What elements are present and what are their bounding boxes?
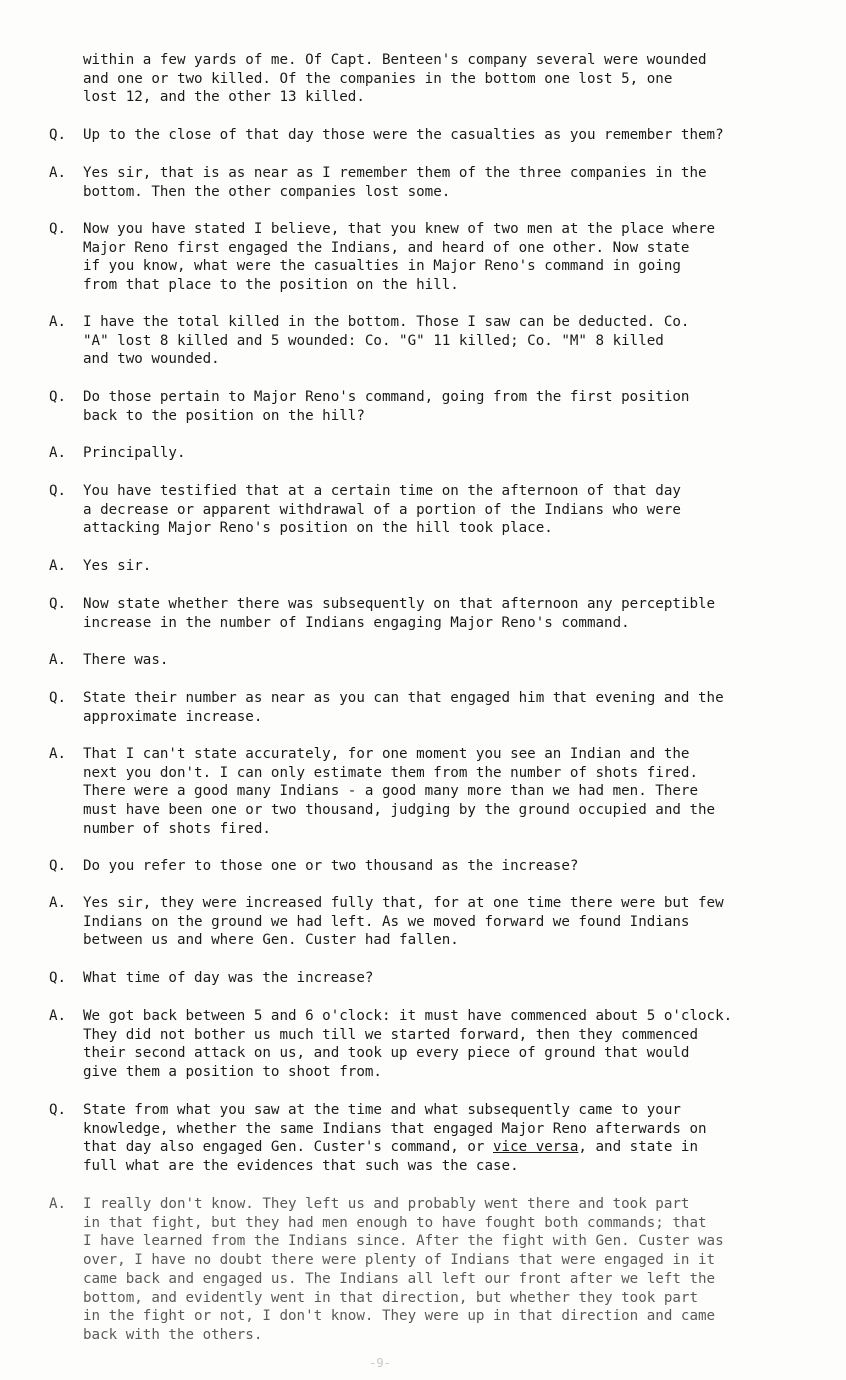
speaker-label: A. (49, 314, 67, 330)
page-number: -9- (369, 1356, 391, 1370)
speaker-label: A. (49, 1008, 67, 1024)
answer-text: I have the total killed in the bottom. Those I saw can be deducted. Co. "A" lost 8 killed and 5 wounded: Co. "G" 11 killed; Co. "M" 8 killed and two wounded. (83, 314, 690, 368)
answer-text: There was. (83, 652, 169, 668)
question-text: Do those pertain to Major Reno's command, going from the first position back to the position on the hill? (83, 389, 690, 424)
speaker-label: A. (49, 895, 67, 911)
speaker-label: A. (49, 1196, 67, 1212)
question-text-part: State from what you saw at the time and what subsequently came to your knowledge, whether the same Indians that engaged Major Reno afterwards on that day also engaged Gen. Custer's command, or (83, 1102, 707, 1156)
speaker-label: Q. (49, 389, 67, 405)
continued-answer-text: within a few yards of me. Of Capt. Benteen's company several were wounded and one or two killed. Of the companies in the bottom one lost 5, one lost 12, and the other 13 killed. (83, 52, 707, 106)
answer-text: Yes sir. (83, 558, 152, 574)
speaker-label: Q. (49, 858, 67, 874)
question-text-part: , and state in full what are the evidences that such was the case. (83, 1139, 699, 1175)
answer-text: Principally. (83, 445, 186, 461)
question-text: What time of day was the increase? (83, 970, 374, 986)
speaker-label: A. (49, 746, 67, 762)
answer-text: We got back between 5 and 6 o'clock: it must have commenced about 5 o'clock. They did not bother us much till we started forward, then they commenced their second attack on us, and took up every piece of ground that would give them a position to shoot from. (83, 1008, 733, 1081)
speaker-label: A. (49, 445, 67, 461)
question-text (83, 1101, 813, 1176)
speaker-label: Q. (49, 127, 67, 143)
speaker-label: A. (49, 558, 67, 574)
question-text: Up to the close of that day those were the casualties as you remember them? (83, 127, 724, 143)
answer-text: Yes sir, that is as near as I remember them of the three companies in the bottom. Then the other companies lost some. (83, 165, 707, 200)
question-text: Now state whether there was subsequently on that afternoon any perceptible increase in the number of Indians engaging Major Reno's command. (83, 596, 716, 631)
question-text: State their number as near as you can that engaged him that evening and the approximate increase. (83, 690, 724, 725)
speaker-label: Q. (49, 483, 67, 499)
speaker-label: A. (49, 165, 67, 181)
speaker-label: Q. (49, 970, 67, 986)
speaker-label: Q. (49, 221, 67, 237)
speaker-label: Q. (49, 1102, 67, 1118)
question-text: You have testified that at a certain time on the afternoon of that day a decrease or apparent withdrawal of a portion of the Indians who were attacking Major Reno's position on the hill took place. (83, 483, 681, 537)
speaker-label: Q. (49, 596, 67, 612)
speaker-label: Q. (49, 690, 67, 706)
answer-text: That I can't state accurately, for one moment you see an Indian and the next you don't. I can only estimate them from the number of shots fired. There were a good many Indians - a good many more than we had men. There must have been one or two thousand, judging by the ground occupied and the number of shots fired. (83, 746, 716, 837)
speaker-label: A. (49, 652, 67, 668)
answer-text: I really don't know. They left us and probably went there and took part in that fight, but they had men enough to have fought both commands; that I have learned from the Indians since. After the fight with Gen. Custer was over, I have no doubt there were plenty of Indians that were engaged in it came back and engaged us. The Indians all left our front after we left the bottom, and evidently went in that direction, but whether they took part in the fight or not, I don't know. They were up in that direction and came back with the others. (83, 1196, 724, 1343)
answer-text: Yes sir, they were increased fully that, for at one time there were but few Indians on the ground we had left. As we moved forward we found Indians between us and where Gen. Custer had fallen. (83, 895, 724, 949)
question-text: Do you refer to those one or two thousand as the increase? (83, 858, 579, 874)
question-text: Now you have stated I believe, that you knew of two men at the place where Major Reno first engaged the Indians, and heard of one other. Now state if you know, what were the casualties in Major Reno's command in going from that place to the position on the hill. (83, 221, 716, 294)
underlined-phrase: vice versa (493, 1139, 579, 1156)
